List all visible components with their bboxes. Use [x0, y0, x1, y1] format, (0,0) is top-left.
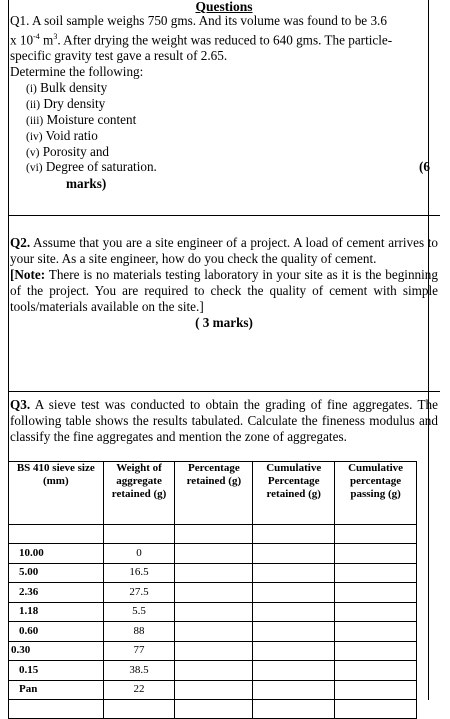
table-row: 0.15 38.5	[9, 661, 417, 681]
list-item: (iv) Void ratio	[26, 127, 98, 143]
table-row: 0.30 77	[9, 641, 417, 661]
header-weight-retained: Weight of aggregate retained (g)	[103, 462, 175, 525]
exponent: 3	[53, 32, 58, 41]
page-title: Questions	[195, 0, 253, 14]
question-3	[10, 397, 438, 445]
q2-note-text: There is no materials testing laboratory in your site as it is the beginning of the project. You are required to check the quality of cement with simple tools/materials available on the site.]	[10, 267, 438, 314]
table-row: Pan 22	[9, 680, 417, 700]
list-item: (v) Porosity and	[26, 143, 110, 159]
divider-q1-q2	[8, 215, 440, 216]
divider-q2-q3	[8, 391, 440, 392]
table-row: 1.18 5.5	[9, 602, 417, 622]
q2-text: Assume that you are a site engineer of a project. A load of cement arrives to your site. As a site engineer, how do you check the quality of cement.	[10, 235, 438, 266]
q2-marks: ( 3 marks)	[195, 315, 253, 330]
list-item: (ii) Dry density	[26, 96, 106, 112]
q3-label: Q3.	[10, 397, 31, 412]
questions-document	[10, 0, 438, 444]
q1-marks-close: marks)	[66, 176, 107, 192]
table-row: 2.36 27.5	[9, 583, 417, 603]
list-item: (i) Bulk density	[26, 80, 108, 96]
q1-last-item-row: (vi) Degree of saturation. (6	[10, 159, 438, 176]
sieve-results-table	[8, 461, 417, 719]
list-item: (iii) Moisture content	[26, 111, 137, 127]
table-row: 0.60 88	[9, 622, 417, 642]
q2-note-label: [Note:	[10, 267, 46, 282]
header-cumulative-passing: Cumulative percentage passing (g)	[335, 462, 417, 525]
table-row: 10.00 0	[9, 544, 417, 564]
table-row	[9, 525, 417, 544]
q1-determine: Determine the following:	[10, 64, 144, 80]
q1-line-2: x $10^{-4}$ $m^3$. After drying the weight was reduced to 640 gms. The particle-	[10, 32, 393, 48]
q1-line-1: Q1. A soil sample weighs 750 gms. And its volume was found to be 3.6	[10, 13, 387, 28]
q3-text: A sieve test was conducted to obtain the grading of fine aggregates. The following table shows the results tabulated. Calculate the fineness modulus and classify the fine aggregates and mention the zone of aggregates.	[10, 397, 438, 444]
header-cumulative-retained: Cumulative Percentage retained (g)	[253, 462, 335, 525]
header-percentage-retained: Percentage retained (g)	[175, 462, 253, 525]
table-header-row	[9, 462, 417, 525]
q1-subitems	[10, 80, 438, 159]
q1-line-3: specific gravity test gave a result of 2.65.	[10, 48, 228, 64]
question-2	[10, 235, 438, 331]
question-1	[10, 13, 438, 192]
exponent: -4	[33, 32, 40, 41]
table-row	[9, 700, 417, 719]
q2-label: Q2.	[10, 235, 31, 250]
table-row: 5.00 16.5	[9, 563, 417, 583]
header-sieve-size: BS 410 sieve size (mm)	[9, 462, 104, 525]
q1-marks-open: (6	[419, 159, 430, 175]
